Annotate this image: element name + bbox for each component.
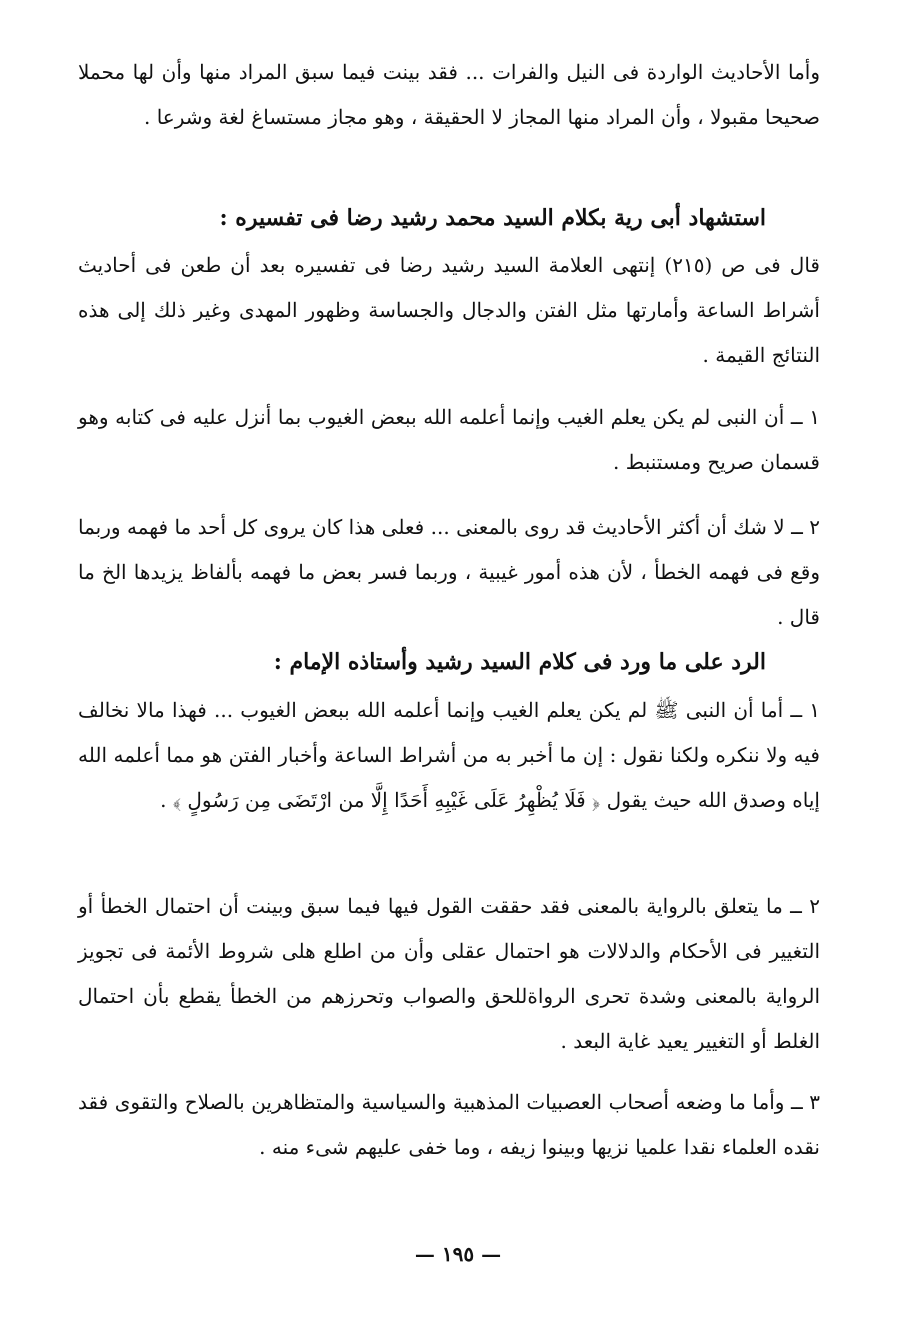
paragraph-point-1: ١ ــ أن النبى لم يكن يعلم الغيب وإنما أعلمه الله ببعض الغيوب بما أنزل عليه فى كتابه وهو قسمان صريح ومستنبط . — [78, 405, 820, 474]
section-heading-response: الرد على ما ورد فى كلام السيد رشيد وأستاذه الإمام : — [273, 649, 766, 675]
paragraph-point-2: ٢ ــ لا شك أن أكثر الأحاديث قد روى بالمعنى ... فعلى هذا كان يروى كل أحد ما فهمه وربما وقع فى فهمه الخطأ ، لأن هذه أمور غيبية ، وربما فسر بعض ما فهمه بألفاظ يزيدها الخ ما قال . — [78, 515, 820, 629]
paragraph-response-2: ٢ ــ ما يتعلق بالرواية بالمعنى فقد حققت القول فيها فيما سبق وبينت أن احتمال الخطأ أو التغيير فى الأحكام والدلالات هو احتمال عقلى وأن من اطلع هلى شروط الأئمة فى تجويز الرواية بالمعنى وشدة تحرى الرواةللحق والصواب وتحرزهم من الخطأ يقطع بأن احتمال الغلط أو التغيير يعيد غاية البعد . — [78, 894, 820, 1053]
paragraph-response-1: ١ ــ أما أن النبى ﷺ لم يكن يعلم الغيب وإنما أعلمه الله ببعض الغيوب ... فهذا مالا نخالف فيه ولا ننكره ولكنا نقول : إن ما أخبر به من أشراط الساعة وأخبار الفتن هو مما أعلمه الله إياه وصدق الله حيث يقول ﴿ فَلَا يُظْهِرُ عَلَى غَيْبِهِ أَحَدًا إِلَّا من ارْتَضَى مِن رَسُولٍ ﴾ . — [78, 698, 820, 812]
paragraph-citation: قال فى ص (٢١٥) إنتهى العلامة السيد رشيد رضا فى تفسيره بعد أن طعن فى أحاديث أشراط الساعة وأمارتها مثل الفتن والدجال والجساسة وظهور المهدى وغير ذلك إلى هذه النتائج القيمة . — [78, 253, 820, 367]
paragraph-intro: وأما الأحاديث الواردة فى النيل والفرات ... فقد بينت فيما سبق المراد منها وأن لها محملا صحيحا مقبولا ، وأن المراد منها المجاز لا الحقيقة ، وهو مجاز مستساغ لغة وشرعا . — [78, 60, 820, 129]
section-heading-citation: استشهاد أبى رية بكلام السيد محمد رشيد رضا فى تفسيره : — [219, 205, 766, 231]
page-number: — ١٩٥ — — [414, 1242, 502, 1266]
paragraph-response-3: ٣ ــ وأما ما وضعه أصحاب العصبيات المذهبية والسياسية والمتظاهرين بالصلاح والتقوى فقد نقده العلماء نقدا علميا نزيها وبينوا زيفه ، وما خفى عليهم شىء منه . — [78, 1090, 820, 1159]
